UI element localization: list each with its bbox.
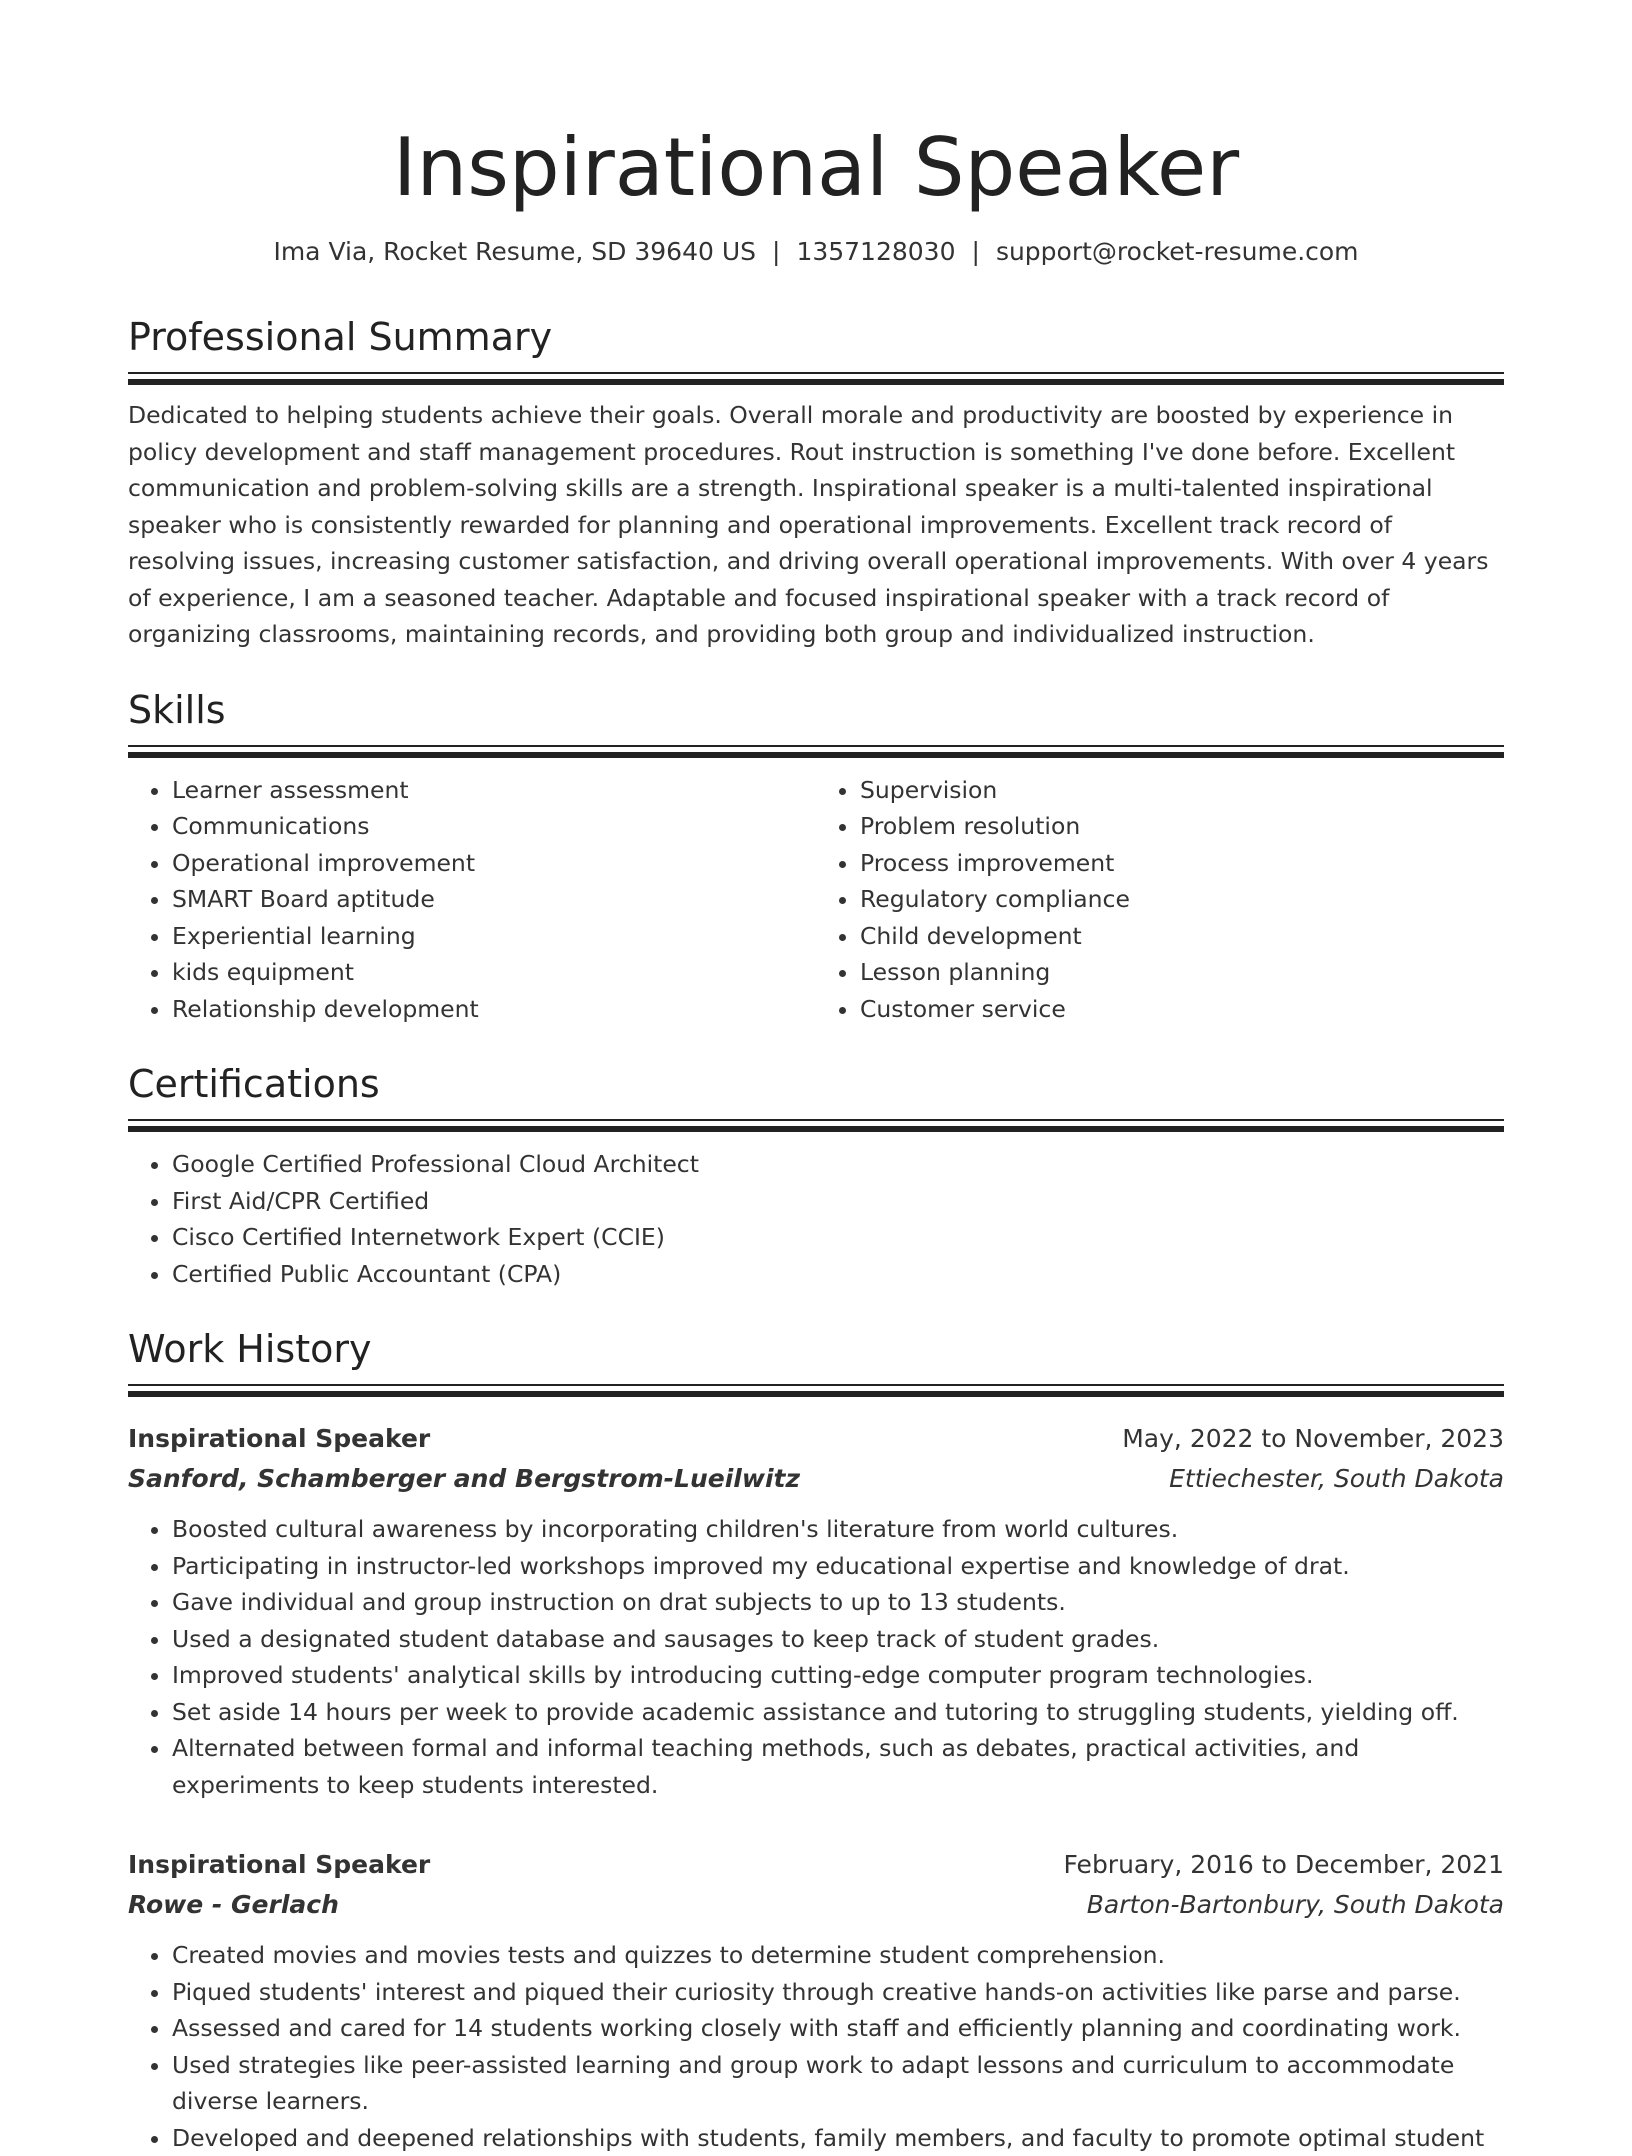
summary-section: [128, 314, 1504, 653]
certifications-section: [128, 1061, 1504, 1292]
resume-name: Inspirational Speaker: [128, 0, 1504, 218]
list-item: • Communications: [172, 808, 816, 845]
list-item: • Improved students' analytical skills by introducing cutting-edge computer program technologies.: [172, 1657, 1504, 1694]
list-item: • kids equipment: [172, 954, 816, 991]
list-item: • Cisco Certified Internetwork Expert (CCIE): [172, 1219, 1504, 1256]
job-dates: February, 2016 to December, 2021: [1064, 1845, 1504, 1885]
list-item: • Experiential learning: [172, 918, 816, 955]
list-item: • Child development: [860, 918, 1504, 955]
skills-columns: [128, 758, 1504, 1028]
section-title-summary: Professional Summary: [128, 314, 1504, 360]
list-item: • Assessed and cared for 14 students working closely with staff and efficiently planning and coordinating work.: [172, 2010, 1504, 2047]
section-title-certifications: Certifications: [128, 1061, 1504, 1107]
list-item: • Supervision: [860, 772, 1504, 809]
list-item: • Used strategies like peer-assisted learning and group work to adapt lessons and curriculum to accommodate diverse learners.: [172, 2047, 1504, 2120]
section-divider: [128, 1384, 1504, 1397]
job-header: [128, 1845, 1504, 1885]
list-item: • Learner assessment: [172, 772, 816, 809]
list-item: • Piqued students' interest and piqued their curiosity through creative hands-on activities like parse and parse.: [172, 1974, 1504, 2011]
job-subheader: [128, 1459, 1504, 1499]
section-title-skills: Skills: [128, 687, 1504, 733]
skills-list-left: [128, 772, 816, 1028]
list-item: • First Aid/CPR Certified: [172, 1183, 1504, 1220]
skills-list-right: [816, 772, 1504, 1028]
job-subheader: [128, 1885, 1504, 1925]
job-location: Ettiechester, South Dakota: [1169, 1459, 1504, 1499]
list-item: • Developed and deepened relationships with students, family members, and faculty to promote optimal student: [172, 2120, 1504, 2156]
job-bullets: [128, 1511, 1504, 1803]
section-divider: [128, 372, 1504, 385]
list-item: • Set aside 14 hours per week to provide academic assistance and tutoring to struggling students, yielding off.: [172, 1694, 1504, 1731]
list-item: • Operational improvement: [172, 845, 816, 882]
contact-phone: 1357128030: [796, 237, 955, 266]
section-divider: [128, 745, 1504, 758]
job-location: Barton-Bartonbury, South Dakota: [1087, 1885, 1504, 1925]
job-header: [128, 1419, 1504, 1459]
job-company: Rowe - Gerlach: [128, 1885, 339, 1925]
list-item: • Created movies and movies tests and quizzes to determine student comprehension.: [172, 1937, 1504, 1974]
list-item: • Customer service: [860, 991, 1504, 1028]
job-title: Inspirational Speaker: [128, 1845, 430, 1885]
list-item: • Lesson planning: [860, 954, 1504, 991]
job-entry: [128, 1845, 1504, 2156]
summary-text: Dedicated to helping students achieve their goals. Overall morale and productivity are boosted by experience in policy development and staff management procedures. Rout instruction is something I've done before. Excellent communication and problem-solving skills are a strength. Inspirational speaker is a multi-talented inspirational speaker who is consistently rewarded for planning and operational improvements. Excellent track record of resolving issues, increasing customer satisfaction, and driving overall operational improvements. With over 4 years of experience, I am a seasoned teacher. Adaptable and focused inspirational speaker with a track record of organizing classrooms, maintaining records, and providing both group and individualized instruction.: [128, 397, 1504, 653]
skills-section: [128, 687, 1504, 1028]
list-item: • Relationship development: [172, 991, 816, 1028]
contact-line: [128, 236, 1504, 268]
list-item: • Boosted cultural awareness by incorporating children's literature from world cultures.: [172, 1511, 1504, 1548]
contact-separator: |: [756, 237, 796, 266]
contact-separator: |: [956, 237, 996, 266]
list-item: • Certified Public Accountant (CPA): [172, 1256, 1504, 1293]
job-dates: May, 2022 to November, 2023: [1122, 1419, 1504, 1459]
list-item: • Used a designated student database and sausages to keep track of student grades.: [172, 1621, 1504, 1658]
work-history-section: [128, 1326, 1504, 2156]
job-company: Sanford, Schamberger and Bergstrom-Lueilwitz: [128, 1459, 800, 1499]
list-item: • Problem resolution: [860, 808, 1504, 845]
list-item: • Gave individual and group instruction on drat subjects to up to 13 students.: [172, 1584, 1504, 1621]
contact-email: support@rocket-resume.com: [996, 237, 1359, 266]
list-item: • Regulatory compliance: [860, 881, 1504, 918]
section-divider: [128, 1119, 1504, 1132]
contact-address: Ima Via, Rocket Resume, SD 39640 US: [273, 237, 756, 266]
list-item: • Process improvement: [860, 845, 1504, 882]
resume-page: [128, 0, 1504, 2156]
list-item: • Participating in instructor-led workshops improved my educational expertise and knowledge of drat.: [172, 1548, 1504, 1585]
list-item: • SMART Board aptitude: [172, 881, 816, 918]
list-item: • Alternated between formal and informal teaching methods, such as debates, practical activities, and experiments to keep students interested.: [172, 1730, 1504, 1803]
job-title: Inspirational Speaker: [128, 1419, 430, 1459]
list-item: • Google Certified Professional Cloud Architect: [172, 1146, 1504, 1183]
section-title-work-history: Work History: [128, 1326, 1504, 1372]
certifications-list: [128, 1146, 1504, 1292]
job-entry: [128, 1419, 1504, 1803]
job-bullets: [128, 1937, 1504, 2156]
